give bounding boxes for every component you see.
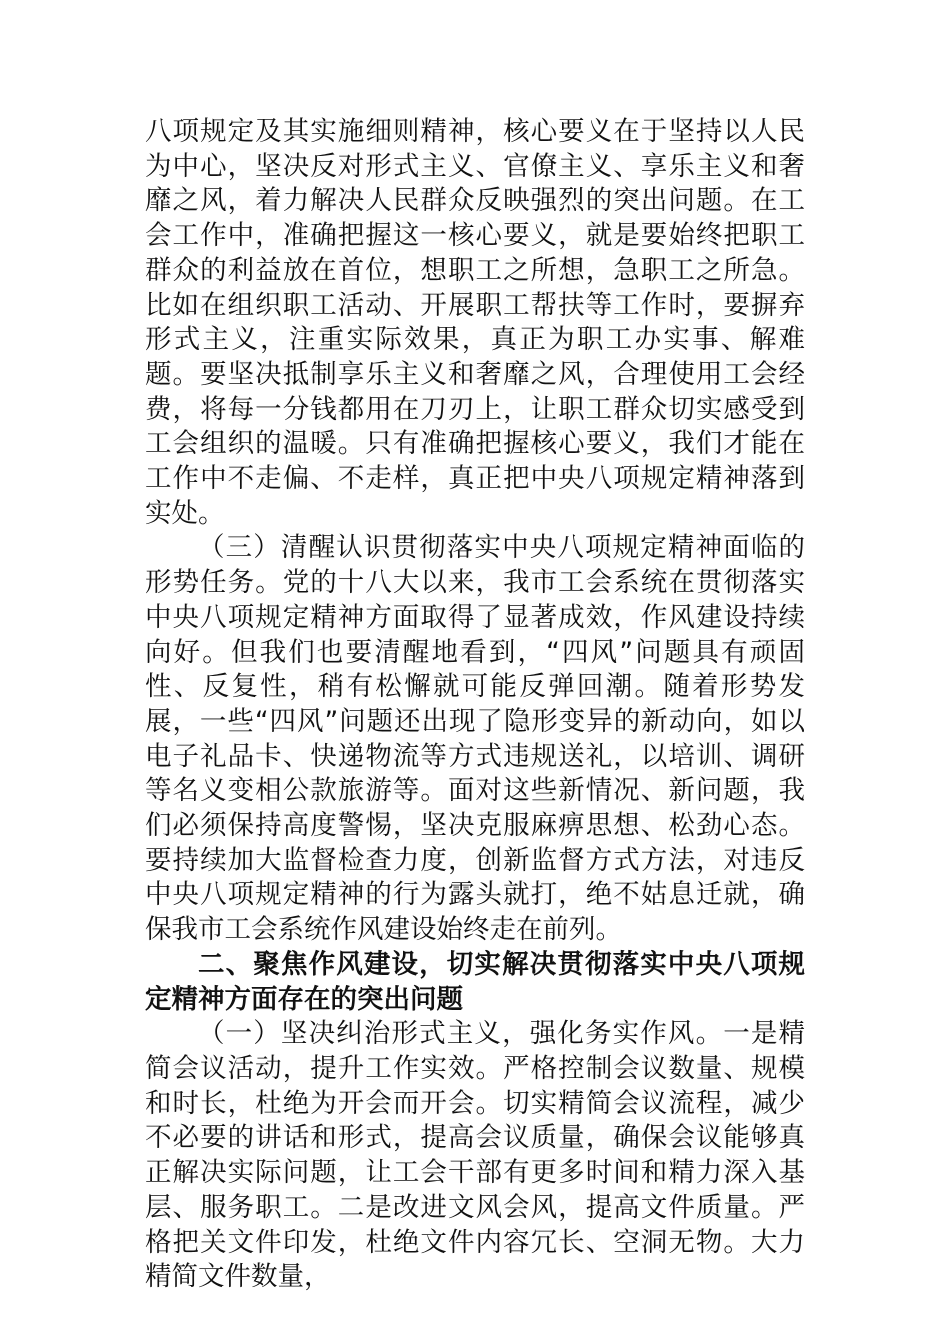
paragraph-formalism-rectification: （一）坚决纠治形式主义，强化务实作风。一是精简会议活动，提升工作实效。严格控制会议数量、规模和时长，杜绝为开会而开会。切实精简会议流程，减少不必要的讲话和形式，提高会议质量，确保会议能够真正解决实际问题，让工会干部有更多时间和精力深入基层、服务职工。二是改进文风会风，提高文件质量。严格把关文件印发，杜绝文件内容冗长、空洞无物。大力精简文件数量，	[145, 1018, 805, 1293]
document-page	[145, 115, 805, 1295]
section-heading-two: 二、聚焦作风建设，切实解决贯彻落实中央八项规定精神方面存在的突出问题	[145, 948, 805, 1015]
paragraph-core-essence: 八项规定及其实施细则精神，核心要义在于坚持以人民为中心，坚决反对形式主义、官僚主义、享乐主义和奢靡之风，着力解决人民群众反映强烈的突出问题。在工会工作中，准确把握这一核心要义，就是要始终把职工群众的利益放在首位，想职工之所想，急职工之所急。比如在组织职工活动、开展职工帮扶等工作时，要摒弃形式主义，注重实际效果，真正为职工办实事、解难题。要坚决抵制享乐主义和奢靡之风，合理使用工会经费，将每一分钱都用在刀刃上，让职工群众切实感受到工会组织的温暖。只有准确把握核心要义，我们才能在工作中不走偏、不走样，真正把中央八项规定精神落到实处。	[145, 116, 805, 529]
paragraph-situation-tasks: （三）清醒认识贯彻落实中央八项规定精神面临的形势任务。党的十八大以来，我市工会系统在贯彻落实中央八项规定精神方面取得了显著成效，作风建设持续向好。但我们也要清醒地看到，“四风”问题具有顽固性、反复性，稍有松懈就可能反弹回潮。随着形势发展，一些“四风”问题还出现了隐形变异的新动向，如以电子礼品卡、快递物流等方式违规送礼，以培训、调研等名义变相公款旅游等。面对这些新情况、新问题，我们必须保持高度警惕，坚决克服麻痹思想、松劲心态。要持续加大监督检查力度，创新监督方式方法，对违反中央八项规定精神的行为露头就打，绝不姑息迁就，确保我市工会系统作风建设始终走在前列。	[145, 532, 805, 946]
